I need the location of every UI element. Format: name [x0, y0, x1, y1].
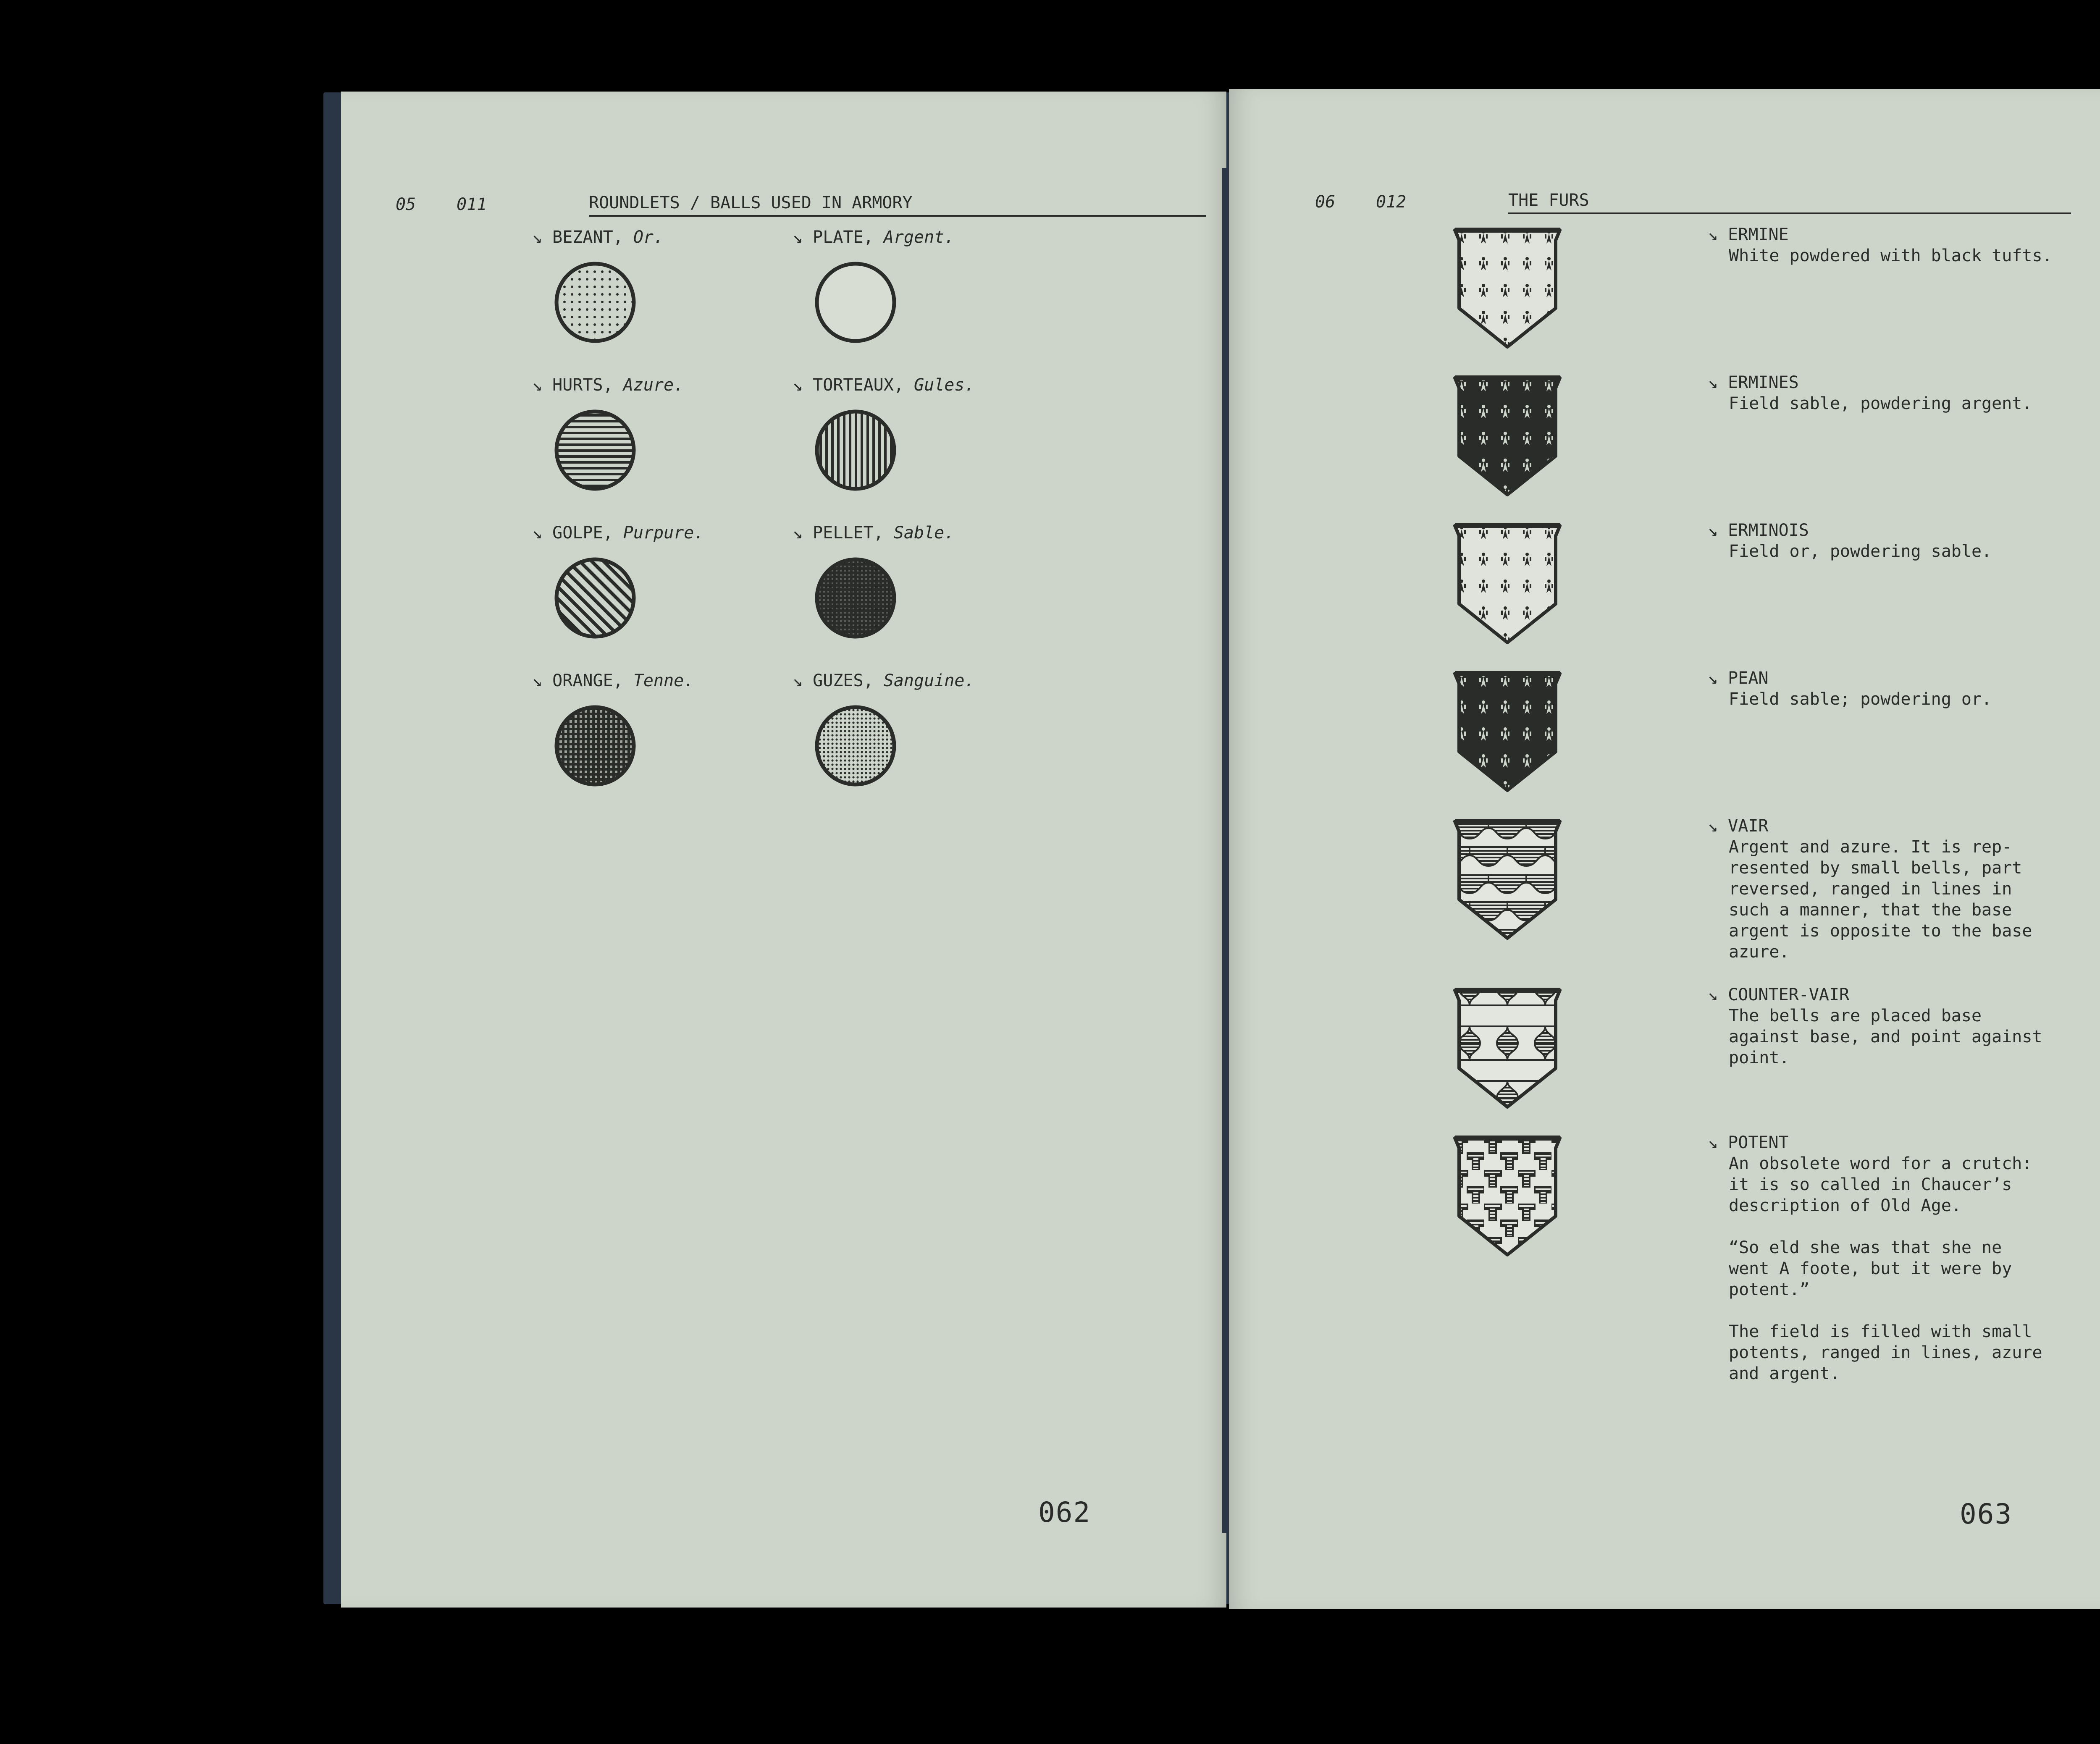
fur-label — [1708, 984, 1849, 1005]
fur-name: VAIR — [1718, 816, 1769, 836]
fur-label — [1708, 816, 1769, 837]
roundlet-name: BEZANT, — [542, 228, 633, 247]
shield-potent-icon — [1451, 1136, 1564, 1258]
arrow-icon: ↘ — [1708, 373, 1718, 392]
arrow-icon: ↘ — [1708, 521, 1718, 540]
roundlet-hurts-icon — [553, 408, 637, 492]
fur-description: Field or, powdering sable. — [1729, 542, 1992, 561]
shield-pean-icon — [1451, 672, 1564, 794]
roundlet-tincture: Gules. — [914, 375, 975, 395]
roundlet-bezant-icon — [553, 260, 637, 344]
roundlet-torteaux-icon — [814, 408, 898, 492]
arrow-icon: ↘ — [532, 375, 543, 395]
arrow-icon: ↘ — [532, 228, 543, 247]
fur-label — [1708, 520, 1809, 541]
fur-description: Field sable; powdering or. — [1729, 690, 1992, 709]
fur-label — [1708, 1132, 1789, 1153]
roundlet-label — [532, 227, 664, 248]
arrow-icon: ↘ — [532, 671, 543, 690]
fur-description: The bells are placed base against base, and point against point. — [1729, 1006, 2042, 1067]
left-page — [341, 92, 1226, 1608]
roundlet-tincture: Tenne. — [633, 671, 694, 690]
fur-label — [1708, 668, 1769, 689]
right-header — [1315, 190, 2071, 214]
roundlet-plate-icon — [814, 260, 898, 344]
shield-ermine-icon — [1451, 228, 1564, 350]
roundlet-name: GOLPE, — [542, 523, 623, 543]
section-number: 05 — [396, 195, 416, 214]
fur-name: PEAN — [1718, 669, 1769, 688]
arrow-icon: ↘ — [1708, 669, 1718, 688]
roundlet-name: PLATE, — [803, 228, 884, 247]
roundlet-guzes-icon — [814, 704, 898, 788]
page-number: 063 — [1960, 1498, 2013, 1530]
arrow-icon: ↘ — [1708, 985, 1718, 1004]
subsection-number: 011 — [457, 195, 487, 214]
roundlet-pellet-icon — [814, 556, 898, 640]
arrow-icon: ↘ — [532, 523, 543, 543]
fur-name: ERMINES — [1718, 373, 1799, 392]
roundlet-name: PELLET, — [803, 523, 894, 543]
roundlet-orange-icon — [553, 704, 637, 788]
page-number: 062 — [1038, 1496, 1091, 1529]
roundlet-tincture: Azure. — [623, 375, 684, 395]
fur-label — [1708, 372, 1799, 393]
shield-vair-icon — [1451, 820, 1564, 941]
arrow-icon: ↘ — [793, 375, 803, 395]
roundlet-tincture: Argent. — [883, 228, 955, 247]
fur-name: POTENT — [1718, 1133, 1789, 1152]
roundlet-tincture: Sanguine. — [883, 671, 975, 690]
fur-name: COUNTER-VAIR — [1718, 985, 1850, 1004]
roundlet-label — [532, 522, 704, 543]
roundlet-golpe-icon — [553, 556, 637, 640]
roundlet-name: ORANGE, — [542, 671, 633, 690]
roundlet-label — [793, 522, 954, 543]
arrow-icon: ↘ — [1708, 1133, 1718, 1152]
arrow-icon: ↘ — [1708, 816, 1718, 836]
roundlet-label — [532, 670, 694, 691]
shield-ermines-icon — [1451, 376, 1564, 498]
roundlet-label — [793, 227, 954, 248]
arrow-icon: ↘ — [793, 523, 803, 543]
fur-description: White powdered with black tufts. — [1729, 246, 2053, 265]
right-page — [1229, 89, 2100, 1609]
shield-counter-vair-icon — [1451, 989, 1564, 1110]
fur-name: ERMINOIS — [1718, 521, 1809, 540]
subsection-number: 012 — [1376, 192, 1407, 212]
arrow-icon: ↘ — [793, 228, 803, 247]
fur-description: An obsolete word for a crutch: it is so called in Chaucer’s description of Old Age. “So eld she was that she ne went A foote, but it were by potent.” The field is filled with small potents, ranged in lines, azure and argent. — [1729, 1154, 2042, 1383]
fur-label — [1708, 224, 1789, 245]
roundlet-label — [532, 375, 684, 396]
roundlet-name: GUZES, — [803, 671, 884, 690]
shield-erminois-icon — [1451, 524, 1564, 646]
section-number: 06 — [1315, 192, 1336, 212]
roundlet-tincture: Purpure. — [623, 523, 704, 543]
fur-description: Argent and azure. It is rep- resented by small bells, part reversed, ranged in lines in such a manner, that the base argent is opposite to the base azure. — [1729, 837, 2032, 962]
arrow-icon: ↘ — [1708, 225, 1718, 244]
roundlet-name: TORTEAUX, — [803, 375, 914, 395]
arrow-icon: ↘ — [793, 671, 803, 690]
fur-name: ERMINE — [1718, 225, 1789, 244]
roundlet-tincture: Or. — [633, 228, 664, 247]
fur-description: Field sable, powdering argent. — [1729, 394, 2032, 413]
roundlet-label — [793, 670, 975, 691]
left-header — [396, 192, 1206, 217]
roundlet-name: HURTS, — [542, 375, 623, 395]
section-title: THE FURS — [1508, 188, 2071, 214]
roundlet-tincture: Sable. — [893, 523, 955, 543]
roundlet-label — [793, 375, 975, 396]
section-title: ROUNDLETS / BALLS USED IN ARMORY — [589, 191, 1206, 217]
